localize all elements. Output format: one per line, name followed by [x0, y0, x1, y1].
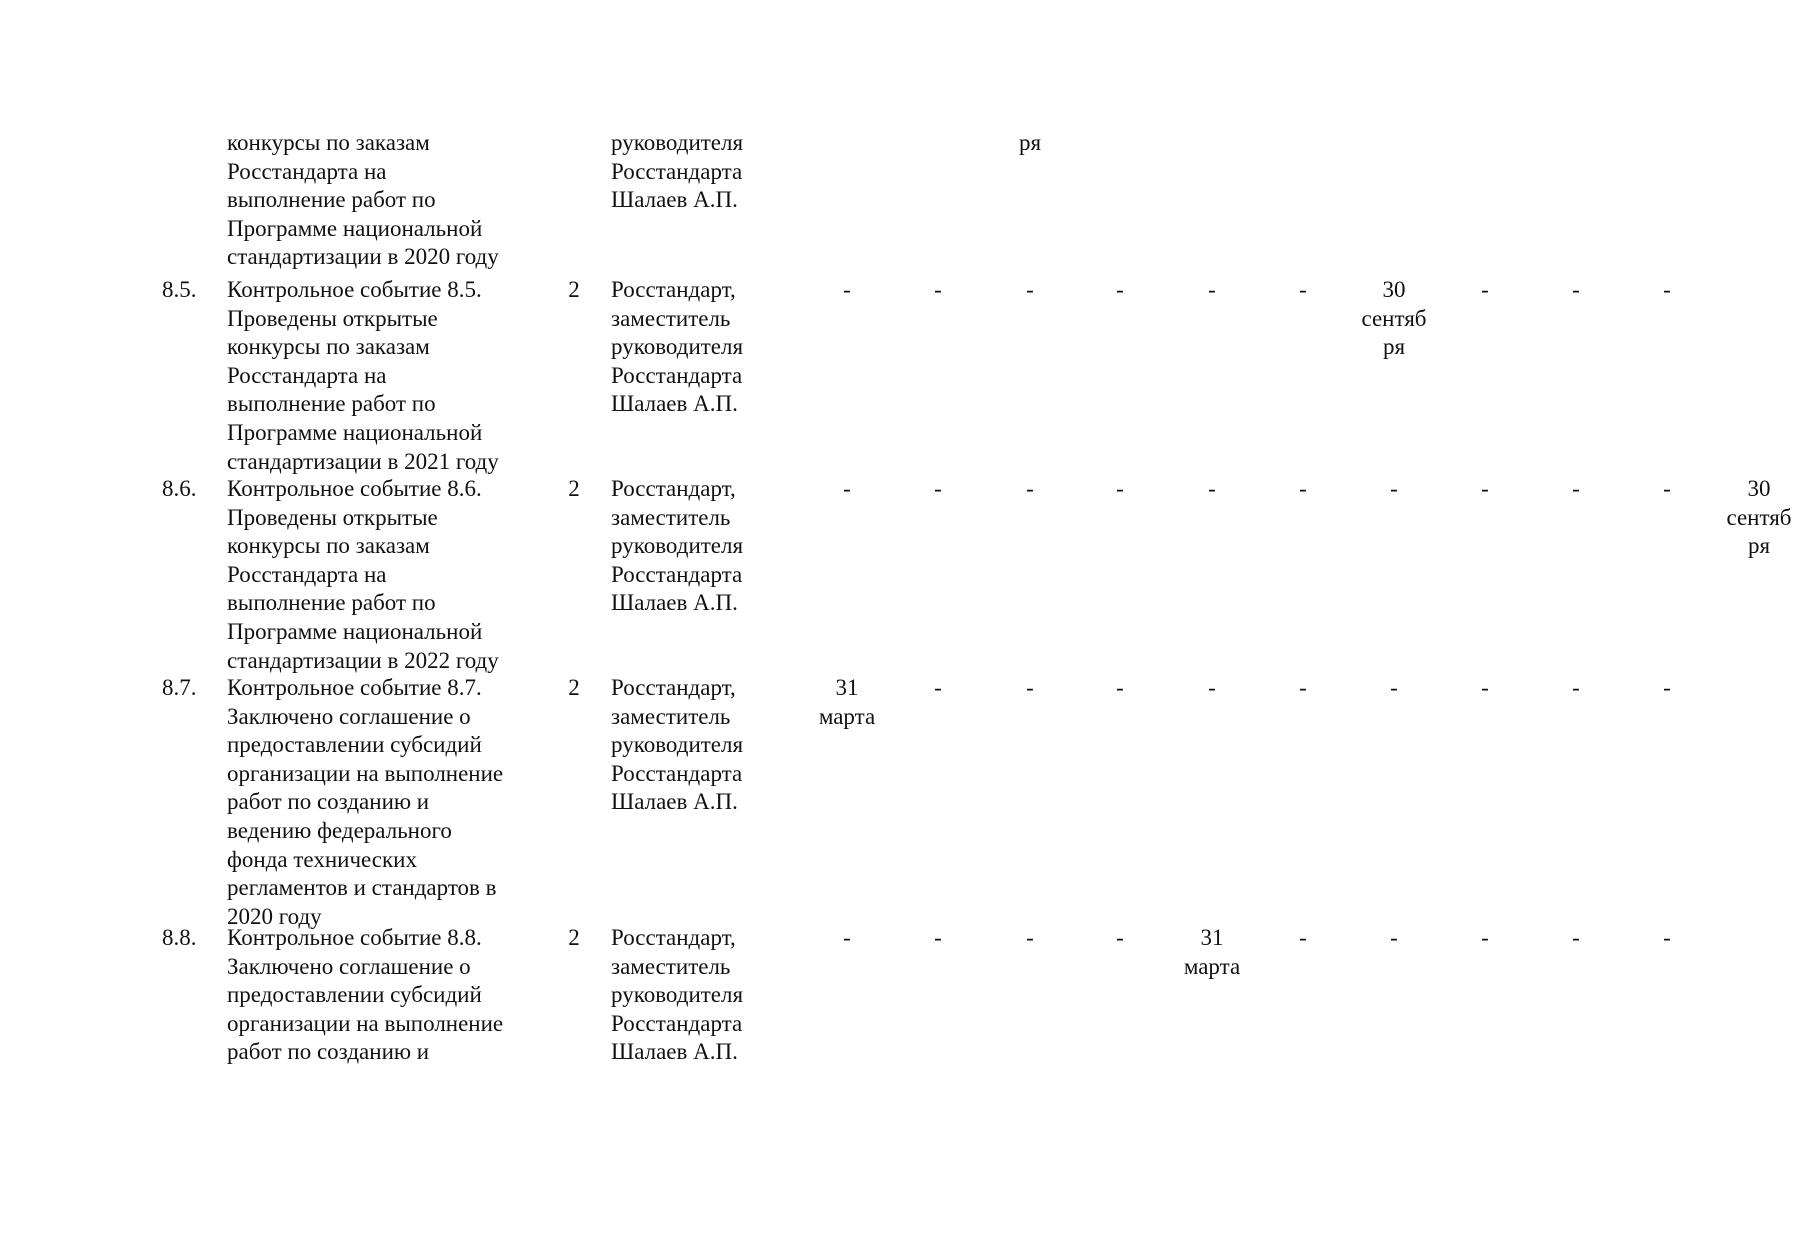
- description-line: Росстандарта на: [227, 362, 387, 388]
- date-cell: [804, 276, 890, 305]
- date-cell: [1351, 674, 1437, 703]
- date-cell: [1442, 674, 1528, 703]
- date-line: марта: [1183, 953, 1241, 979]
- date-line: сентяб: [1726, 504, 1792, 530]
- date-cell: [1442, 276, 1528, 305]
- description-line: Росстандарта на: [227, 158, 387, 184]
- description-line: предоставлении субсидий: [227, 982, 482, 1008]
- date-cell: [987, 924, 1073, 953]
- control-event-description: [227, 924, 557, 1067]
- date-cell: [1624, 475, 1710, 504]
- date-cell: [1169, 674, 1255, 703]
- date-cell: [1533, 475, 1619, 504]
- description-line: Контрольное событие 8.6.: [227, 476, 482, 501]
- date-line: -: [1299, 476, 1307, 501]
- responsible-line: Росстандарт,: [611, 925, 736, 950]
- responsible-line: Шалаев А.П.: [611, 590, 738, 616]
- level-value: 2: [568, 476, 580, 501]
- responsible-line: Росстандарта: [611, 561, 743, 587]
- description-line: Заключено соглашение о: [227, 953, 471, 979]
- date-cell: [1716, 475, 1802, 561]
- responsible-person: [611, 674, 811, 817]
- responsible-person: [611, 276, 811, 419]
- date-cell: [1533, 276, 1619, 305]
- date-line: -: [1026, 277, 1034, 302]
- date-cell: [1442, 475, 1528, 504]
- row-number: 8.5.: [162, 277, 197, 302]
- date-cell: [1169, 924, 1255, 981]
- date-cell: [804, 475, 890, 504]
- date-cell: [895, 674, 981, 703]
- description-line: Контрольное событие 8.8.: [227, 925, 482, 950]
- row-number: 8.7.: [162, 675, 197, 700]
- responsible-line: Шалаев А.П.: [611, 187, 738, 213]
- date-cell: [1169, 276, 1255, 305]
- date-line: -: [1481, 675, 1489, 700]
- date-line: -: [1116, 925, 1124, 950]
- description-line: выполнение работ по: [227, 187, 436, 213]
- date-line: -: [1481, 277, 1489, 302]
- date-line: -: [1208, 277, 1216, 302]
- date-cell: [1533, 924, 1619, 953]
- date-cell: [1077, 674, 1163, 703]
- description-line: выполнение работ по: [227, 590, 436, 616]
- description-line: регламентов и стандартов в: [227, 875, 497, 901]
- description-line: работ по созданию и: [227, 789, 430, 815]
- date-cell: [1351, 276, 1437, 362]
- responsible-line: Росстандарта: [611, 1010, 743, 1036]
- responsible-line: заместитель: [611, 703, 731, 729]
- date-cell: [1624, 276, 1710, 305]
- description-line: 2020 году: [227, 903, 322, 929]
- date-line: -: [934, 277, 942, 302]
- description-line: Заключено соглашение о: [227, 703, 471, 729]
- description-line: Программе национальной: [227, 419, 483, 445]
- date-line: 31: [1200, 925, 1224, 950]
- description-line: Программе национальной: [227, 215, 483, 241]
- description-line: стандартизации в 2020 году: [227, 244, 499, 270]
- date-line: ря: [1382, 334, 1406, 360]
- date-line: -: [1572, 675, 1580, 700]
- responsible-line: заместитель: [611, 504, 731, 530]
- date-line: 30: [1747, 476, 1771, 501]
- date-cell: [1169, 475, 1255, 504]
- date-cell: [1351, 475, 1437, 504]
- responsible-line: руководителя: [611, 130, 744, 155]
- responsible-line: руководителя: [611, 732, 744, 758]
- description-line: Контрольное событие 8.5.: [227, 277, 482, 302]
- date-line: -: [1390, 925, 1398, 950]
- date-line: -: [1572, 277, 1580, 302]
- date-cell: [895, 924, 981, 953]
- date-line: -: [1026, 925, 1034, 950]
- date-cell: [987, 674, 1073, 703]
- date-line: 31: [835, 675, 859, 700]
- date-cell: [1260, 475, 1346, 504]
- description-line: предоставлении субсидий: [227, 732, 482, 758]
- date-cell: [987, 475, 1073, 504]
- date-line: -: [1299, 925, 1307, 950]
- responsible-line: заместитель: [611, 305, 731, 331]
- date-line: -: [1572, 476, 1580, 501]
- responsible-line: руководителя: [611, 533, 744, 559]
- date-line: -: [1663, 476, 1671, 501]
- description-line: стандартизации в 2021 году: [227, 448, 499, 474]
- responsible-line: Шалаев А.П.: [611, 789, 738, 815]
- row-number: 8.8.: [162, 925, 197, 950]
- date-line: -: [1390, 476, 1398, 501]
- date-cell: [895, 276, 981, 305]
- date-line: -: [1116, 277, 1124, 302]
- date-cell: [1624, 674, 1710, 703]
- description-line: работ по созданию и: [227, 1039, 430, 1065]
- date-line: -: [1208, 675, 1216, 700]
- level-value: 2: [568, 925, 580, 950]
- date-line: -: [1116, 476, 1124, 501]
- date-line: -: [1572, 925, 1580, 950]
- date-line: -: [1026, 476, 1034, 501]
- date-cell: [1351, 924, 1437, 953]
- responsible-line: Росстандарта: [611, 158, 743, 184]
- control-event-description: [227, 475, 557, 675]
- date-cell: [987, 129, 1073, 158]
- date-line: -: [934, 925, 942, 950]
- date-cell: [1077, 924, 1163, 953]
- date-cell: [1260, 924, 1346, 953]
- date-line: -: [843, 476, 851, 501]
- date-line: -: [934, 476, 942, 501]
- date-line: ря: [1747, 533, 1771, 559]
- responsible-line: руководителя: [611, 334, 744, 360]
- responsible-line: заместитель: [611, 953, 731, 979]
- description-line: Программе национальной: [227, 618, 483, 644]
- date-cell: [1533, 674, 1619, 703]
- description-line: организации на выполнение: [227, 1010, 504, 1036]
- date-line: -: [1299, 277, 1307, 302]
- date-cell: [1260, 674, 1346, 703]
- date-line: -: [1481, 476, 1489, 501]
- control-event-description: [227, 276, 557, 476]
- responsible-person: [611, 924, 811, 1067]
- description-line: выполнение работ по: [227, 391, 436, 417]
- date-line: -: [1208, 476, 1216, 501]
- date-line: -: [1390, 675, 1398, 700]
- date-line: -: [843, 925, 851, 950]
- date-line: -: [1116, 675, 1124, 700]
- responsible-line: Шалаев А.П.: [611, 1039, 738, 1065]
- description-line: конкурсы по заказам: [227, 334, 430, 360]
- description-line: организации на выполнение: [227, 760, 504, 786]
- responsible-line: Шалаев А.П.: [611, 391, 738, 417]
- description-line: Проведены открытые: [227, 504, 438, 530]
- description-line: ведению федерального: [227, 817, 452, 843]
- date-cell: [895, 475, 981, 504]
- date-cell: [1077, 276, 1163, 305]
- responsible-line: Росстандарт,: [611, 476, 736, 501]
- responsible-line: Росстандарт,: [611, 277, 736, 302]
- date-line: сентяб: [1361, 305, 1427, 331]
- date-line: -: [1481, 925, 1489, 950]
- description-line: Контрольное событие 8.7.: [227, 675, 482, 700]
- level-value: 2: [568, 277, 580, 302]
- responsible-line: Росстандарта: [611, 362, 743, 388]
- description-line: Проведены открытые: [227, 305, 438, 331]
- description-line: стандартизации в 2022 году: [227, 647, 499, 673]
- control-event-description: [227, 674, 557, 931]
- responsible-person: [611, 129, 811, 215]
- responsible-person: [611, 475, 811, 618]
- date-cell: [987, 276, 1073, 305]
- date-cell: [1260, 276, 1346, 305]
- row-number: 8.6.: [162, 476, 197, 501]
- date-cell: [804, 924, 890, 953]
- date-line: -: [934, 675, 942, 700]
- responsible-line: Росстандарта: [611, 760, 743, 786]
- description-line: фонда технических: [227, 846, 417, 872]
- level-value: 2: [568, 675, 580, 700]
- date-cell: [1624, 924, 1710, 953]
- date-line: марта: [818, 703, 876, 729]
- date-line: -: [1663, 675, 1671, 700]
- date-cell: [1442, 924, 1528, 953]
- date-line: 30: [1382, 277, 1406, 302]
- description-line: Росстандарта на: [227, 561, 387, 587]
- description-line: конкурсы по заказам: [227, 533, 430, 559]
- date-line: -: [1299, 675, 1307, 700]
- date-line: ря: [1018, 130, 1042, 155]
- date-line: -: [1663, 277, 1671, 302]
- date-line: -: [1026, 675, 1034, 700]
- date-cell: [1077, 475, 1163, 504]
- date-cell: [804, 674, 890, 731]
- responsible-line: руководителя: [611, 982, 744, 1008]
- date-line: -: [1663, 925, 1671, 950]
- date-line: -: [843, 277, 851, 302]
- responsible-line: Росстандарт,: [611, 675, 736, 700]
- description-line: конкурсы по заказам: [227, 130, 430, 155]
- control-event-description: [227, 129, 557, 272]
